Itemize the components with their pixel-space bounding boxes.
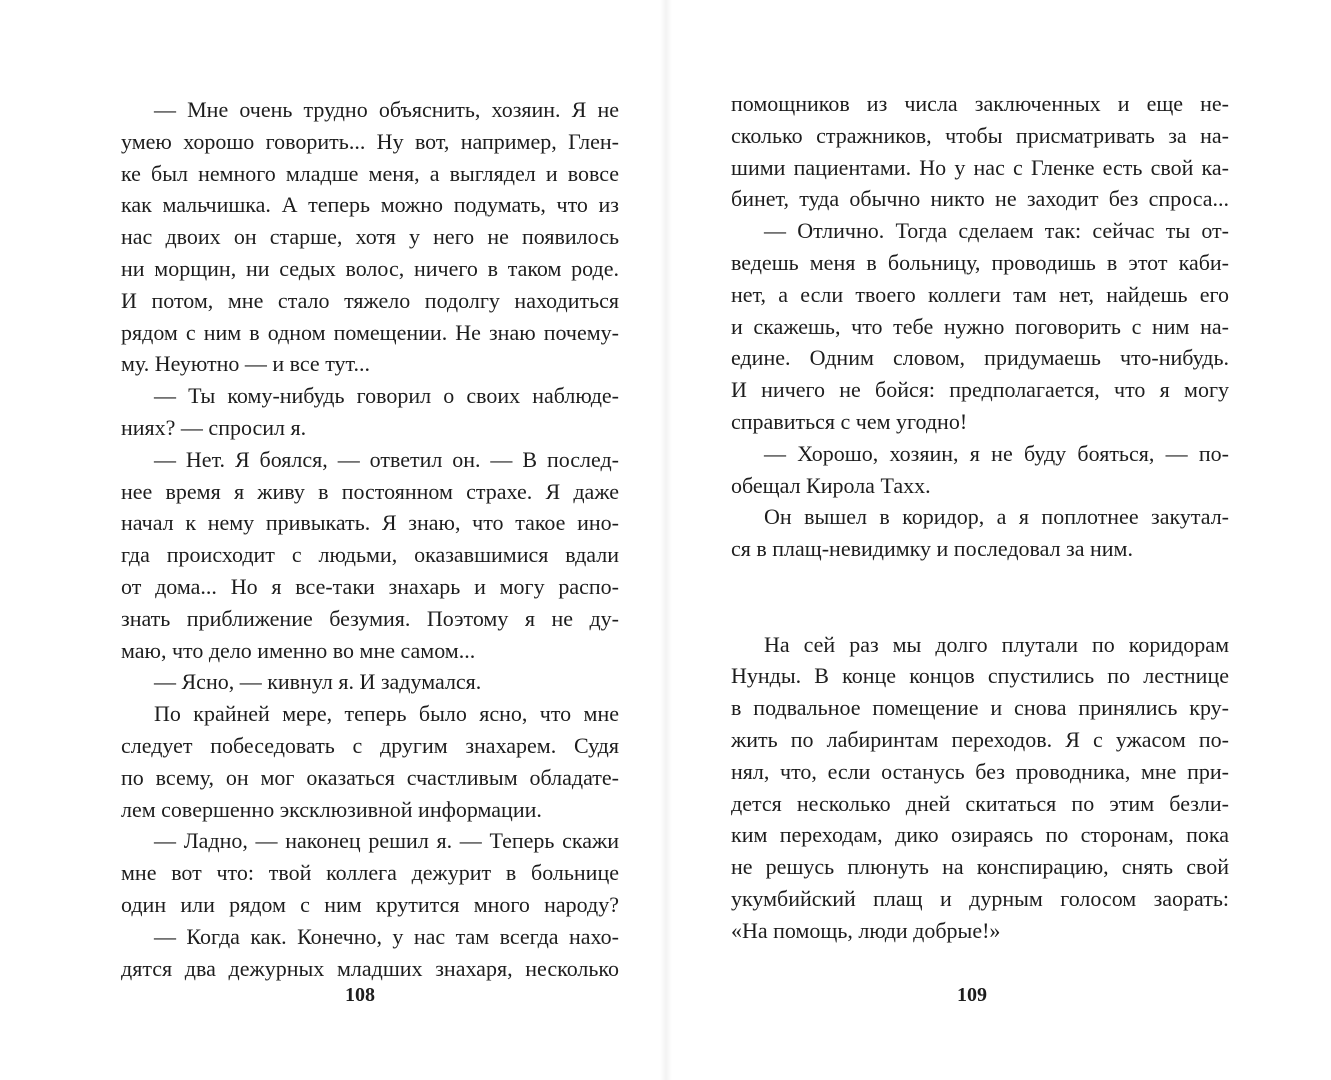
text-line: — Нет. Я боялся, — ответил он. — В послед-: [154, 446, 619, 472]
text-line: ни морщин, ни седых волос, ничего в таком роде.: [121, 255, 619, 281]
text-line: На сей раз мы долго плутали по коридорам: [764, 631, 1229, 657]
text-line: По крайней мере, теперь было ясно, что мне: [154, 701, 619, 727]
text-line: Нунды. В конце концов спустились по лестнице: [731, 663, 1229, 689]
text-line: от дома... Но я все-таки знахарь и могу распо-: [121, 573, 619, 599]
text-line: — Отлично. Тогда сделаем так: сейчас ты от-: [764, 218, 1229, 244]
left-page: [0, 0, 665, 1080]
text-line: обещал Кирола Тахх.: [731, 472, 931, 498]
text-line: ким переходам, дико озираясь по сторонам, пока: [731, 822, 1229, 848]
page-number: 109: [957, 984, 987, 1006]
section-break: [731, 565, 1229, 629]
text-line: ведешь меня в больницу, проводишь в этот каби-: [731, 249, 1229, 275]
text-line: И ничего не бойся: предполагается, что я могу: [731, 377, 1229, 403]
text-line: нее время я живу в постоянном страхе. Я даже: [121, 478, 619, 504]
page-number: 108: [345, 984, 375, 1006]
text-line: не решусь плюнуть на конспирацию, снять свой: [731, 854, 1229, 880]
text-line: — Мне очень трудно объяснить, хозяин. Я не: [154, 97, 619, 122]
text-line: умею хорошо говорить... Ну вот, например, Глен-: [121, 128, 619, 154]
text-line: помощников из числа заключенных и еще не-: [731, 91, 1229, 116]
text-line: начал к нему привыкать. Я знаю, что такое ино-: [121, 510, 619, 536]
text-line: — Ладно, — наконец решил я. — Теперь скажи: [154, 828, 619, 854]
text-line: знать приближение безумия. Поэтому я не ду-: [121, 605, 619, 631]
text-line: дется несколько дней скитаться по этим безли-: [731, 790, 1229, 816]
text-line: шими пациентами. Но у нас с Гленке есть свой ка-: [731, 154, 1229, 180]
text-line: жить по лабиринтам переходов. Я с ужасом по-: [731, 726, 1229, 752]
text-line: как мальчишка. А теперь можно подумать, что из: [121, 192, 619, 218]
text-line: Он вышел в коридор, а я поплотнее закутал-: [764, 504, 1229, 530]
text-line: ке был немного младше меня, а выглядел и вовсе: [121, 160, 619, 186]
text-line: нял, что, если останусь без проводника, мне при-: [731, 758, 1229, 784]
left-page-text: [121, 94, 619, 984]
text-line: и скажешь, что тебе нужно поговорить с ним на-: [731, 313, 1229, 339]
text-line: дятся два дежурных младших знахаря, несколько: [121, 955, 619, 981]
text-line: ся в плащ-невидимку и последовал за ним.: [731, 536, 1133, 562]
text-line: едине. Одним словом, придумаешь что-нибудь.: [731, 345, 1229, 371]
text-line: ниях? — спросил я.: [121, 414, 307, 440]
text-line: — Ты кому-нибудь говорил о своих наблюде-: [154, 383, 619, 409]
right-page-text: [731, 88, 1229, 947]
text-line: следует побеседовать с другим знахарем. Судя: [121, 732, 619, 758]
text-line: рядом с ним в одном помещении. Не знаю почему-: [121, 319, 619, 345]
text-line: бинет, туда обычно никто не заходит без спроса...: [731, 186, 1229, 212]
right-page: [666, 0, 1331, 1080]
text-line: лем совершенно эксклюзивной информации.: [121, 796, 542, 822]
text-line: му. Неуютно — и все тут...: [121, 351, 370, 377]
text-line: нас двоих он старше, хотя у него не появилось: [121, 224, 619, 250]
text-line: сколько стражников, чтобы присматривать за на-: [731, 122, 1229, 148]
text-line: справиться с чем угодно!: [731, 408, 968, 434]
text-line: — Когда как. Конечно, у нас там всегда нахо-: [154, 923, 619, 949]
text-line: И потом, мне стало тяжело подолгу находиться: [121, 287, 619, 313]
text-line: маю, что дело именно во мне самом...: [121, 637, 476, 663]
text-line: «На помощь, люди добрые!»: [731, 917, 1001, 943]
text-line: гда происходит с людьми, оказавшимися вдали: [121, 542, 619, 568]
text-line: укумбийский плащ и дурным голосом заорать:: [731, 885, 1229, 911]
text-line: по всему, он мог оказаться счастливым обладате-: [121, 764, 619, 790]
text-line: — Ясно, — кивнул я. И задумался.: [154, 669, 482, 695]
text-line: — Хорошо, хозяин, я не буду бояться, — по-: [764, 440, 1229, 466]
text-line: мне вот что: твой коллега дежурит в больнице: [121, 860, 619, 886]
text-line: один или рядом с ним крутится много народу?: [121, 891, 619, 917]
text-line: нет, а если твоего коллеги там нет, найдешь его: [731, 281, 1229, 307]
text-line: в подвальное помещение и снова принялись кру-: [731, 695, 1229, 721]
